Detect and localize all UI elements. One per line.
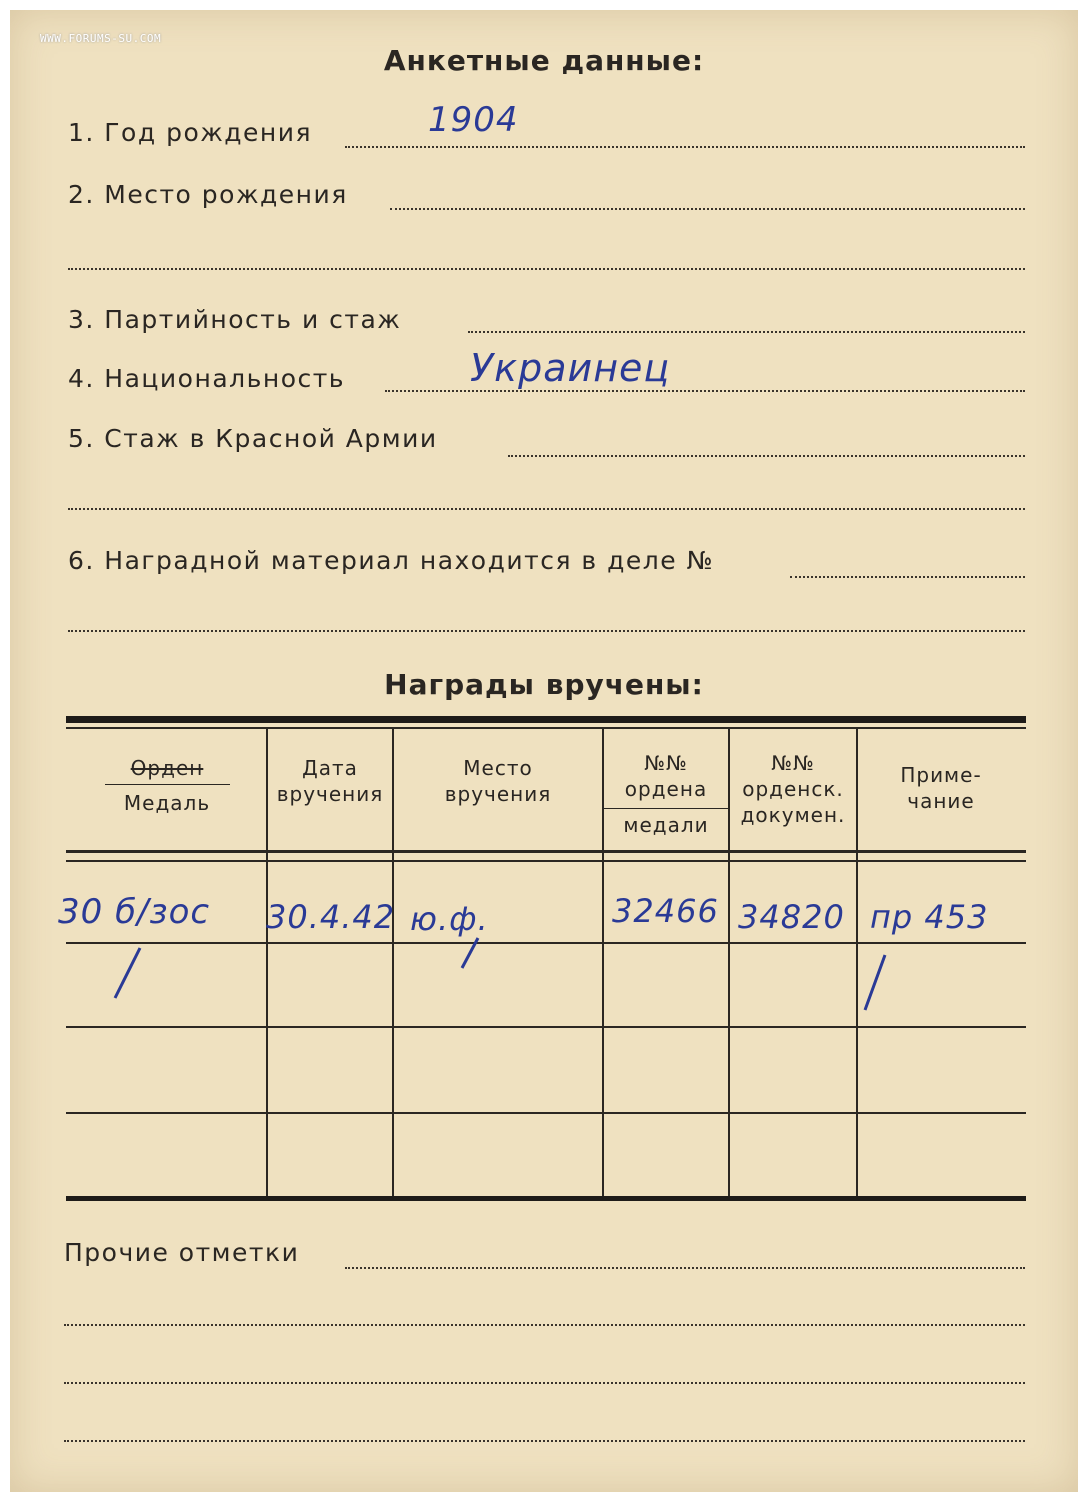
field-birthplace-label: 2. Место рождения bbox=[68, 180, 348, 209]
field-service-label: 5. Стаж в Красной Армии bbox=[68, 424, 438, 453]
field-file-label: 6. Наградной материал находится в деле № bbox=[68, 546, 715, 575]
row1-order-no: 32466 bbox=[612, 892, 719, 930]
row1-doc-no: 34820 bbox=[738, 898, 845, 936]
field-birth-year-label: 1. Год рождения bbox=[68, 118, 313, 147]
header-order-no: №№ ордена bbox=[624, 751, 708, 801]
ditto-stroke-note bbox=[865, 955, 885, 1010]
header-date: Дата вручения bbox=[276, 756, 384, 806]
header-medal: Медаль bbox=[123, 791, 211, 815]
awards-title: Награды вручены: bbox=[384, 668, 704, 701]
handwritten-nationality: Украинец bbox=[470, 346, 671, 390]
header-place: Место вручения bbox=[444, 756, 552, 806]
other-marks-line-1 bbox=[345, 1267, 1025, 1269]
header-doc-no: №№ орденск. докумен. bbox=[740, 751, 846, 827]
other-marks-label: Прочие отметки bbox=[64, 1238, 300, 1267]
row1-award: 30 б/зос bbox=[58, 892, 211, 932]
ditto-stroke-award bbox=[115, 948, 140, 998]
handwritten-birth-year: 1904 bbox=[428, 100, 519, 140]
other-marks-line-4 bbox=[64, 1440, 1025, 1442]
ditto-stroke-place bbox=[462, 938, 478, 968]
row1-note: пр 453 bbox=[870, 898, 989, 936]
other-marks-line-2 bbox=[64, 1324, 1025, 1326]
header-medal-no: медали bbox=[623, 813, 709, 837]
field-nationality-label: 4. Национальность bbox=[68, 364, 346, 393]
header-order-struck: Орден bbox=[130, 756, 204, 780]
form-title: Анкетные данные: bbox=[383, 44, 705, 77]
row1-place: ю.ф. bbox=[410, 900, 489, 938]
field-party-label: 3. Партийность и стаж bbox=[68, 305, 402, 334]
header-note: Приме- чание bbox=[900, 763, 982, 813]
other-marks-line-3 bbox=[64, 1382, 1025, 1384]
row1-date: 30.4.42 bbox=[266, 898, 396, 936]
watermark: WWW.FORUMS-SU.COM bbox=[40, 32, 162, 45]
